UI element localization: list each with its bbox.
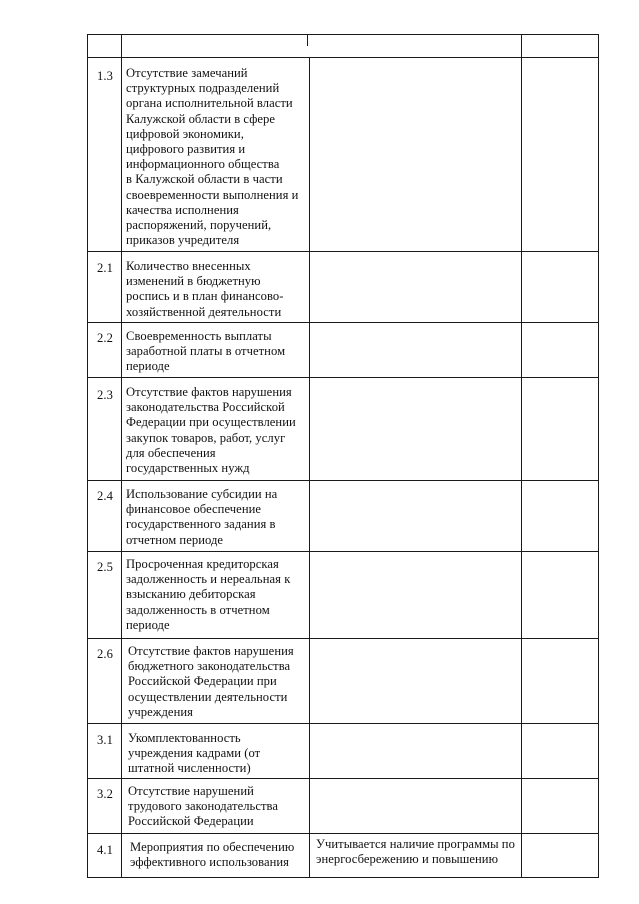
criterion-text: Мероприятия по обеспечению эффективного использования (130, 840, 295, 870)
row-number: 2.5 (97, 560, 113, 574)
row-number: 2.2 (97, 331, 113, 345)
criterion-text: Отсутствие фактов нарушения законодательства Российской Федерации при осуществлении закупок товаров, работ, услуг для обеспечения государственных нужд (126, 385, 296, 476)
criterion-text: Отсутствие нарушений трудового законодательства Российской Федерации (128, 784, 279, 829)
row-number: 2.3 (97, 388, 113, 402)
table-border-left (87, 34, 88, 878)
row-divider-8 (87, 778, 599, 779)
row-divider-3 (87, 377, 599, 378)
criterion-text: Использование субсидии на финансовое обеспечение государственного задания в отчетном периоде (126, 487, 278, 547)
criterion-text: Количество внесенных изменений в бюджетную роспись и в план финансово- хозяйственной деятельности (126, 259, 284, 319)
row-divider-4 (87, 480, 599, 481)
criterion-text: Своевременность выплаты заработной платы в отчетном периоде (126, 329, 286, 374)
row-divider-9 (87, 833, 599, 834)
criterion-text: Отсутствие замечаний структурных подразделений органа исполнительной власти Калужской области в сфере цифровой экономики, цифрового развития и информационного общества в Калужской области в части своевременности выполнения и качества исполнения распоряжений, поручений, приказов учредителя (126, 66, 299, 248)
criterion-text: Просроченная кредиторская задолженность и нереальная к взысканию дебиторская задолженность в отчетном периоде (126, 557, 291, 632)
row-divider-1 (87, 251, 599, 252)
row-number: 2.6 (97, 647, 113, 661)
row-divider-header (87, 57, 599, 58)
criterion-text: Отсутствие фактов нарушения бюджетного законодательства Российской Федерации при осуществлении деятельности учреждения (128, 644, 294, 719)
criterion-text: Укомплектованность учреждения кадрами (от штатной численности) (128, 731, 261, 776)
table-border-top (87, 34, 599, 35)
row-number: 3.1 (97, 733, 113, 747)
row-divider-6 (87, 638, 599, 639)
column-divider-3 (521, 34, 522, 878)
note-text: Учитывается наличие программы по энергосбережению и повышению (316, 837, 515, 867)
row-number: 4.1 (97, 843, 113, 857)
column-divider-1 (121, 34, 122, 878)
table-border-bottom (87, 877, 599, 878)
row-number: 2.1 (97, 261, 113, 275)
row-number: 3.2 (97, 787, 113, 801)
row-number: 2.4 (97, 489, 113, 503)
row-divider-2 (87, 322, 599, 323)
row-divider-7 (87, 723, 599, 724)
table-border-right (598, 34, 599, 878)
row-number: 1.3 (97, 69, 113, 83)
row-divider-5 (87, 551, 599, 552)
column-divider-2 (307, 34, 308, 46)
